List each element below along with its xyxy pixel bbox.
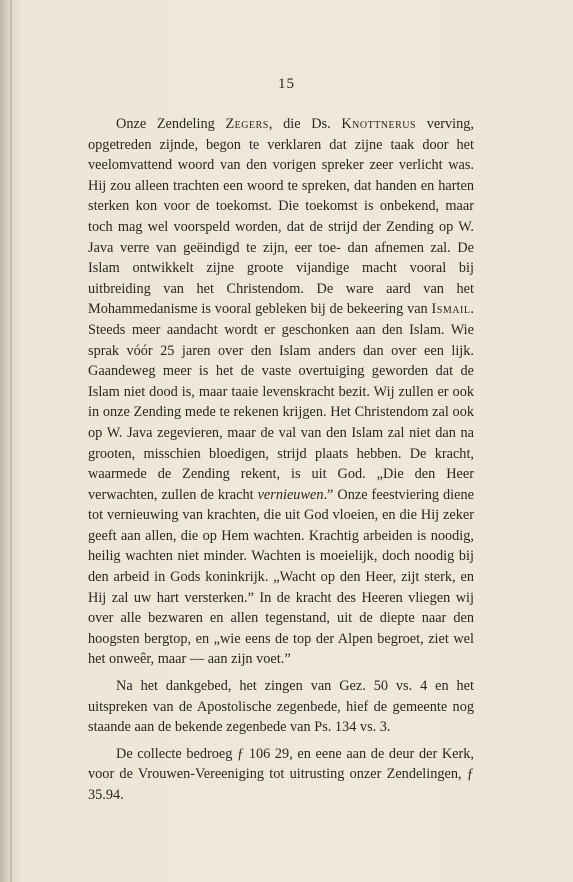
- text-run: . Steeds meer aandacht wordt er geschonken aan den Islam. Wie sprak vóór 25 jaren over den Islam anders dan over een lijk. Gaandeweg meer is het de vaste overtuiging geworden dat de Islam niet dood is, maar taaie levenskracht bezit. Wij zullen er ook in onze Zending mede te rekenen krijgen. Het Christendom zal ook op W. Java zegevieren, maar de val van den Islam zal niet dan na grooten, misschien bloedigen, strijd plaats hebben. De kracht, waarmede de Zending rekent, is uit God. „Die den Heer verwachten, zullen de kracht: [88, 301, 474, 503]
- text-run: Onze Zendeling: [116, 116, 226, 132]
- emphasis-italic: vernieuwen: [257, 486, 324, 503]
- paragraph: [88, 114, 474, 670]
- text-run: , die Ds.: [268, 116, 342, 132]
- paragraph: [88, 744, 474, 806]
- paragraph: [88, 676, 474, 738]
- text-run: verving, opgetreden zijnde, begon te verklaren dat zijne taak door het veelomvattend woord van den vorigen spreker zeer verlicht was. Hij zou alleen trachten een woord te spreken, dat handen en harten sterken kon voor de toekomst. Die toekomst is onbekend, maar toch mag wel voorspeld worden, dat de strijd der Zending op W. Java verre van geëindigd te zijn, eer toe- dan afnemen zal. De Islam ontwikkelt zijne groote vijandige macht vooral bij uitbreiding van het Christendom. De ware aard van het Mohammedanisme is vooral gebleken bij de bekeering van: [88, 116, 474, 318]
- text-run: Na het dankgebed, het zingen van Gez. 50 vs. 4 en het uitspreken van de Apostolische zegenbede, hief de gemeente nog staande aan de bekende zegenbede van Ps. 134 vs. 3.: [88, 678, 474, 736]
- name-smallcaps: Knottnerus: [341, 116, 417, 132]
- page-gutter: [10, 0, 12, 882]
- body-text: [88, 114, 474, 806]
- page-number: 15: [278, 76, 295, 92]
- name-smallcaps: Ismail: [431, 301, 471, 318]
- name-smallcaps: Zegers: [225, 116, 269, 132]
- text-run: .” Onze feestviering diene tot vernieuwing van krachten, die uit God vloeien, en die Hij zeker geeft aan allen, die op Hem wachten. Krachtig arbeiden is noodig, heilig wachten niet minder. Wachten is moeielijk, doch noodig bij den arbeid in Gods koninkrijk. „Wacht op den Heer, zijt sterk, en Hij zal uw hart versterken.” In de kracht des Heeren vliegen wij over alle bezwaren en allen tegenstand, uit de diepte naar den hoogsten bergtop, en „wie eens de top der Alpen begroet, ziet wel het onweêr, maar — aan zijn voet.”: [88, 486, 474, 668]
- text-run: De collecte bedroeg ƒ 106 29, en eene aan de deur der Kerk, voor de Vrouwen-Vereeniging tot uitrusting onzer Zendelingen, ƒ 35.94.: [88, 745, 474, 803]
